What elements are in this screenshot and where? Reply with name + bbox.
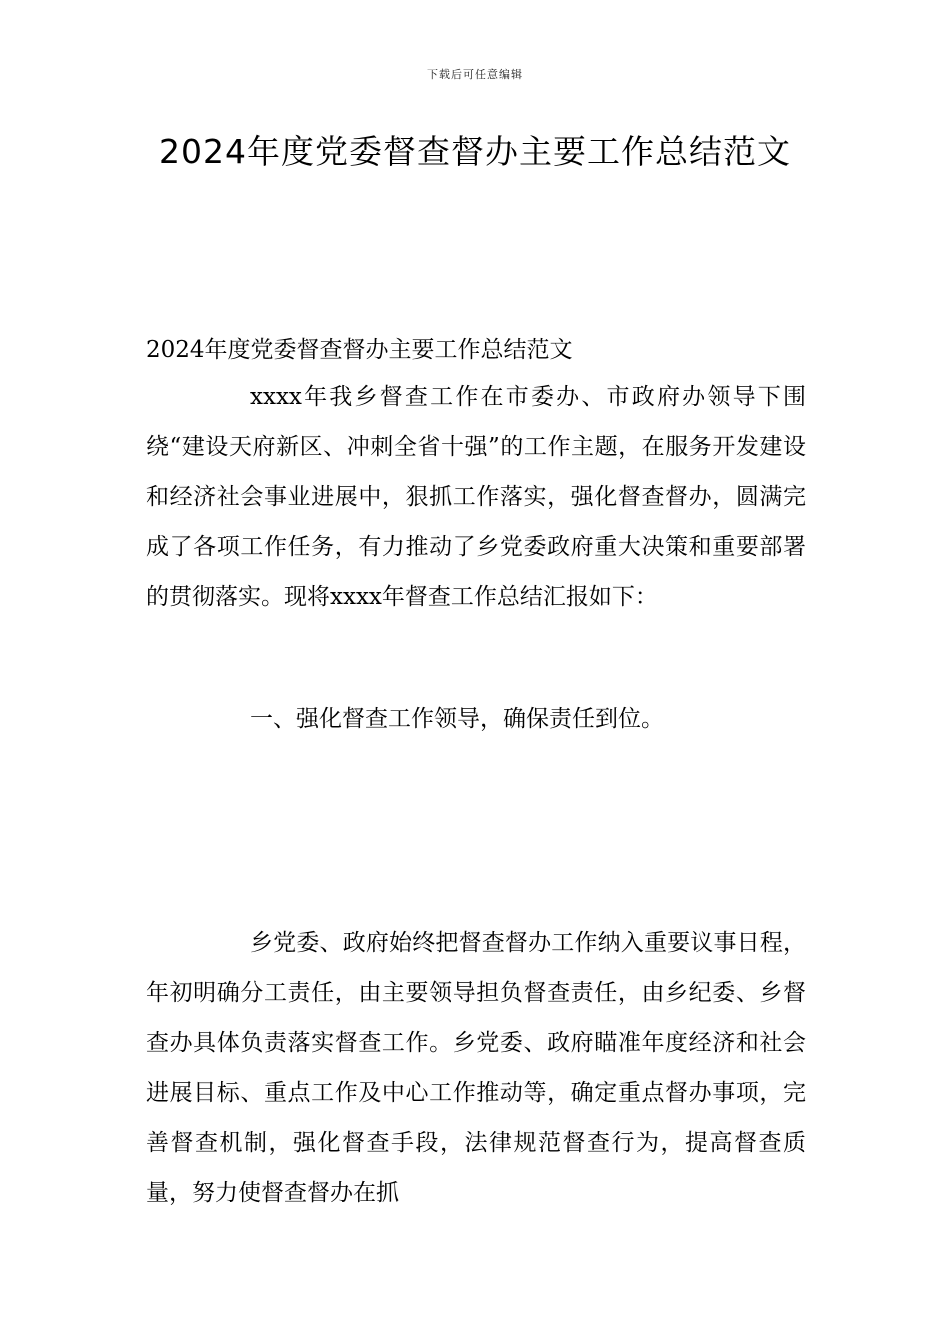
body-paragraph-1: xxxx年我乡督查工作在市委办、市政府办领导下围绕“建设天府新区、冲刺全省十强”的工作主题，在服务开发建设和经济社会事业进展中，狠抓工作落实，强化督查督办，圆满完成了各项工作任务，有力推动了乡党委政府重大决策和重要部署的贯彻落实。现将xxxx年督查工作总结汇报如下： — [146, 384, 806, 610]
header-note: 下载后可任意编辑 — [427, 68, 523, 81]
section-heading-1: 一、强化督查工作领导，确保责任到位。 — [250, 706, 664, 732]
document-title: 2024年度党委督查督办主要工作总结范文 — [159, 132, 791, 171]
document-subtitle: 2024年度党委督查督办主要工作总结范文 — [146, 337, 573, 363]
body-paragraph-2: 乡党委、政府始终把督查督办工作纳入重要议事日程，年初明确分工责任，由主要领导担负督查责任，由乡纪委、乡督查办具体负责落实督查工作。乡党委、政府瞄准年度经济和社会进展目标、重点工作及中心工作推动等，确定重点督办事项，完善督查机制，强化督查手段，法律规范督查行为，提高督查质量，努力使督查督办在抓 — [146, 930, 806, 1206]
